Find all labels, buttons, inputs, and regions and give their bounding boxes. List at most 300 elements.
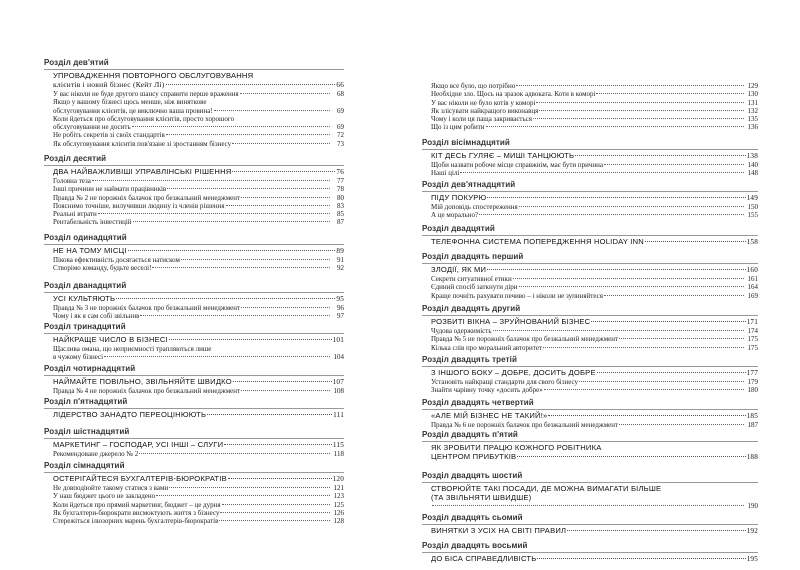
chapter-title-text: ЦЕНТРОМ ПРИБУТКІВ — [431, 452, 517, 461]
toc-entry[interactable] — [44, 387, 344, 395]
dot-leader — [133, 221, 330, 222]
page-number: 174 — [747, 327, 758, 335]
page-number: 129 — [747, 82, 758, 90]
toc-entry[interactable] — [44, 501, 344, 509]
dot-leader — [493, 330, 744, 331]
chapter-title[interactable] — [422, 317, 758, 327]
toc-entry[interactable] — [44, 509, 344, 517]
page-number: 123 — [333, 492, 344, 501]
chapter-title[interactable] — [44, 474, 344, 484]
page-number: 66 — [336, 81, 344, 89]
toc-entry[interactable] — [44, 218, 344, 226]
chapter-rule — [422, 552, 758, 553]
toc-entry-text: Чудова одержимість — [431, 327, 492, 335]
chapter-title[interactable] — [44, 246, 344, 256]
page-number: 101 — [332, 336, 344, 344]
toc-entry-text: Єдиний спосіб заткнути діри — [431, 283, 518, 292]
toc-entry-text: Кілька слів про моральний авторитет — [431, 343, 542, 352]
chapter-title[interactable] — [44, 71, 344, 80]
toc-entry[interactable] — [44, 140, 344, 148]
dot-leader — [537, 558, 745, 559]
toc-section — [44, 364, 344, 395]
chapter-title-text: РОЗБИТІ ВІКНА – ЗРУЙНОВАНИЙ БІЗНЕС — [431, 317, 591, 326]
chapter-heading: Розділ чотирнадцятий — [44, 364, 136, 373]
chapter-rule — [44, 408, 344, 409]
dot-leader — [156, 495, 330, 496]
toc-entry-text: Не довподіюйте такому статися з вами — [53, 484, 169, 492]
toc-entry-text: Чому і коли ця паща закривається — [431, 115, 532, 124]
chapter-title-text: ОСТЕРІГАЙТЕСЯ БУХГАЛТЕРІВ-БЮРОКРАТІВ — [53, 474, 227, 483]
toc-section — [422, 430, 758, 462]
toc-entry[interactable] — [44, 131, 344, 139]
page-number: 69 — [337, 123, 344, 132]
chapter-heading: Розділ п'ятнадцятий — [44, 397, 128, 406]
dot-leader — [597, 372, 746, 373]
dot-leader — [241, 197, 330, 198]
toc-entry[interactable] — [44, 450, 344, 458]
toc-entry-text: Стережіться ілюзорних марень бухгалтерів-бюрократів — [53, 517, 219, 526]
page-number: 185 — [746, 412, 758, 420]
page-number: 171 — [746, 318, 758, 326]
dot-leader — [152, 267, 330, 268]
toc-section — [422, 82, 758, 132]
toc-entry[interactable] — [422, 344, 758, 352]
chapter-title[interactable] — [422, 237, 758, 247]
toc-entry[interactable] — [44, 304, 344, 312]
toc-entry[interactable] — [44, 517, 344, 525]
toc-entry[interactable] — [44, 98, 344, 106]
chapter-rule — [422, 409, 758, 410]
page-number: 164 — [747, 283, 758, 292]
chapter-title[interactable] — [44, 167, 344, 177]
page-number: 195 — [746, 555, 758, 563]
dot-leader — [432, 505, 744, 506]
chapter-title-text: ДВА НАЙВАЖЛИВІШІ УПРАВЛІНСЬКІ РІШЕННЯ — [53, 167, 232, 176]
dot-leader — [513, 278, 744, 279]
chapter-title[interactable] — [422, 193, 758, 203]
dot-leader — [241, 307, 330, 308]
toc-entry[interactable] — [44, 107, 344, 115]
toc-entry[interactable] — [422, 283, 758, 291]
chapter-title[interactable] — [44, 377, 344, 387]
dot-leader — [116, 298, 335, 299]
dot-leader — [591, 321, 745, 322]
toc-entry[interactable] — [44, 210, 344, 218]
toc-entry-text: Мій доповідь спостереження — [431, 203, 518, 211]
chapter-title[interactable] — [44, 440, 344, 450]
page-number: 97 — [337, 312, 344, 321]
page-number: 169 — [747, 291, 758, 300]
chapter-title-text: «АЛЕ МІЙ БІЗНЕС НЕ ТАКИЙ!» — [431, 411, 548, 420]
page-number: 149 — [746, 194, 758, 202]
page-number: 130 — [747, 90, 758, 99]
toc-entry-text: Правда № 3 не порожніх балачок про безжальний менеджмент — [53, 304, 241, 312]
page-number: 135 — [747, 115, 758, 124]
toc-section — [44, 233, 344, 273]
dot-leader — [98, 213, 330, 214]
chapter-title-text: НАЙКРАЩЕ ЧИСЛО В БІЗНЕСІ — [53, 335, 168, 344]
dot-leader — [233, 381, 332, 382]
toc-entry-text: Знайти чарівну точку «досить добре» — [431, 386, 543, 395]
page-number: 108 — [333, 387, 344, 395]
chapter-rule — [422, 366, 758, 367]
toc-section — [44, 154, 344, 227]
page-number: 68 — [337, 90, 344, 98]
toc-entry-text: Щаслива омана, що неприємності трапляються лише — [53, 345, 212, 353]
page-number: 69 — [337, 106, 344, 115]
chapter-title-text: ТЕЛЕФОННА СИСТЕМА ПОПЕРЕДЖЕННЯ HOLIDAY INN — [431, 237, 644, 246]
toc-entry[interactable] — [44, 264, 344, 272]
toc-section — [422, 355, 758, 395]
dot-leader — [579, 381, 744, 382]
page-number: 125 — [333, 500, 344, 509]
page-number: 73 — [337, 139, 344, 148]
dot-leader — [543, 347, 744, 348]
toc-entry[interactable] — [422, 502, 758, 510]
dot-leader — [166, 134, 330, 135]
toc-entry[interactable] — [44, 484, 344, 492]
page-number: 85 — [337, 210, 344, 219]
toc-entry[interactable] — [422, 203, 758, 211]
toc-entry[interactable] — [422, 99, 758, 107]
dot-leader — [479, 214, 744, 215]
toc-section — [44, 58, 344, 148]
dot-leader — [487, 197, 745, 198]
chapter-title-text: УПРОВАДЖЕННЯ ПОВТОРНОГО ОБСЛУГОВУВАННЯ — [53, 71, 254, 80]
chapter-rule — [422, 235, 758, 236]
toc-entry[interactable] — [422, 275, 758, 283]
page-number: 190 — [747, 502, 758, 510]
toc-entry-text: Необхідне зло. Щось на зразок адвоката. Коти в коморі — [431, 90, 596, 99]
toc-entry-text: Як бухгалтери-бюрократи висмоктують життя з бізнесу — [53, 508, 220, 517]
dot-leader — [207, 414, 332, 415]
chapter-title[interactable] — [422, 493, 758, 502]
chapter-rule — [422, 191, 758, 192]
dot-leader — [139, 453, 330, 454]
dot-leader — [220, 512, 330, 513]
toc-entry[interactable] — [44, 123, 344, 131]
toc-entry[interactable] — [422, 327, 758, 335]
page-number: 126 — [333, 508, 344, 517]
dot-leader — [619, 338, 744, 339]
page-number: 91 — [337, 256, 344, 264]
page-number: 136 — [747, 123, 758, 132]
chapter-heading: Розділ сімнадцятий — [44, 461, 125, 470]
toc-entry-text: Правда № 5 не порожніх балачок про безжальний менеджмент — [431, 335, 619, 344]
chapter-title-text: ПІДУ ПОКУРЮ — [431, 193, 487, 202]
chapter-title-text: З ІНШОГО БОКУ – ДОБРЕ, ДОСИТЬ ДОБРЕ — [431, 368, 596, 377]
toc-entry[interactable] — [44, 312, 344, 320]
dot-leader — [517, 456, 745, 457]
dot-leader — [619, 424, 744, 425]
page-number: 179 — [747, 378, 758, 386]
chapter-heading: Розділ десятий — [44, 154, 107, 163]
dot-leader — [166, 84, 336, 85]
page-number: 180 — [747, 386, 758, 395]
chapter-title[interactable] — [422, 443, 758, 452]
toc-entry[interactable] — [44, 256, 344, 264]
toc-entry[interactable] — [422, 123, 758, 131]
toc-section — [422, 513, 758, 536]
chapter-title-text: (ТА ЗВІЛЬНЯТИ ШВИДШЕ) — [431, 493, 532, 502]
toc-entry-text: Головна теза — [53, 177, 91, 185]
toc-entry[interactable] — [44, 492, 344, 500]
toc-entry[interactable] — [422, 107, 758, 115]
chapter-title[interactable] — [44, 335, 344, 345]
chapter-heading: Розділ дев'ятнадцятий — [422, 180, 516, 189]
toc-entry[interactable] — [44, 194, 344, 202]
dot-leader — [140, 315, 330, 316]
chapter-heading: Розділ двадцятий — [422, 224, 495, 233]
toc-entry-text: У вас ніколи не було котів у коморі — [431, 98, 536, 107]
dot-leader — [604, 164, 744, 165]
dot-leader — [519, 286, 744, 287]
dot-leader — [104, 356, 330, 357]
chapter-heading: Розділ двадцять сьомий — [422, 513, 523, 522]
toc-entry[interactable] — [422, 169, 758, 177]
toc-entry[interactable] — [44, 353, 344, 361]
page-number: 78 — [337, 185, 344, 194]
chapter-title-text: ЛІДЕРСТВО ЗАНАДТО ПЕРЕОЦІНЮЮТЬ — [53, 410, 207, 419]
toc-entry[interactable] — [44, 90, 344, 98]
page-number: 140 — [747, 161, 758, 169]
dot-leader — [169, 487, 330, 488]
toc-entry-text: Щоби назвати робоче місце справжнім, має бути причина — [431, 161, 603, 169]
toc-entry[interactable] — [422, 115, 758, 123]
page-number: 121 — [333, 484, 344, 492]
toc-entry-text: Пояснимо точніше, вилучивши людину із членів рішення — [53, 201, 225, 210]
toc-section — [44, 281, 344, 321]
dot-leader — [232, 143, 330, 144]
chapter-rule — [44, 244, 344, 245]
page-number: 148 — [747, 169, 758, 178]
toc-entry[interactable] — [44, 177, 344, 185]
chapter-rule — [422, 441, 758, 442]
chapter-title[interactable] — [422, 411, 758, 421]
toc-entry-text: Реальні втрати — [53, 210, 97, 219]
dot-leader — [214, 110, 330, 111]
chapter-heading: Розділ шістнадцятий — [44, 427, 130, 436]
chapter-rule — [422, 524, 758, 525]
dot-leader — [567, 530, 745, 531]
chapter-title[interactable] — [422, 526, 758, 536]
toc-entry-text: Чому і як я сам собі звільнив — [53, 312, 140, 321]
chapter-rule — [44, 165, 344, 166]
dot-leader — [222, 504, 330, 505]
toc-entry-text: Якщо все було, що потрібно — [431, 82, 516, 90]
toc-section — [44, 322, 344, 362]
page-number: 188 — [746, 453, 758, 461]
page-number: 161 — [747, 275, 758, 283]
dot-leader — [241, 390, 330, 391]
dot-leader — [533, 118, 744, 119]
dot-leader — [516, 85, 744, 86]
chapter-heading: Розділ двадцять четвертий — [422, 398, 534, 407]
toc-entry[interactable] — [422, 386, 758, 394]
page-number: 132 — [747, 106, 758, 115]
dot-leader — [132, 126, 330, 127]
chapter-title-text: КІТ ДЕСЬ ГУЛЯЄ – МИШІ ТАНЦЮЮТЬ — [431, 151, 575, 160]
page-number: 89 — [336, 247, 344, 255]
chapter-heading: Розділ тринадцятий — [44, 322, 126, 331]
chapter-title[interactable] — [422, 484, 758, 493]
page-number: 120 — [332, 475, 344, 483]
dot-leader — [224, 444, 332, 445]
chapter-heading: Розділ вісімнадцятий — [422, 138, 510, 147]
chapter-heading: Розділ одинадцятий — [44, 233, 127, 242]
chapter-rule — [44, 472, 344, 473]
toc-entry-text: Секрети ситуативної етики — [431, 275, 512, 283]
chapter-rule — [44, 375, 344, 376]
chapter-heading: Розділ двадцять восьмий — [422, 541, 528, 550]
chapter-title[interactable] — [422, 151, 758, 161]
dot-leader — [519, 206, 744, 207]
dot-leader — [169, 339, 332, 340]
chapter-rule — [44, 69, 344, 70]
chapter-heading: Розділ двадцять другий — [422, 304, 521, 313]
page-number: 77 — [337, 177, 344, 185]
toc-section — [44, 397, 344, 420]
page-number: 175 — [747, 335, 758, 344]
toc-entry-text: Краще почніть рахувати печиво – і ніколи не зупиняйтеся — [431, 291, 603, 300]
toc-entry[interactable] — [422, 82, 758, 90]
toc-entry-text: обслуговування не досить — [53, 123, 131, 132]
page-number: 76 — [336, 168, 344, 176]
chapter-title-text: НЕ НА ТОМУ МІСЦІ — [53, 246, 127, 255]
toc-entry[interactable] — [422, 378, 758, 386]
toc-section — [422, 224, 758, 247]
page-number: 111 — [333, 411, 344, 419]
dot-leader — [544, 389, 744, 390]
chapter-title[interactable] — [44, 294, 344, 304]
toc-entry-text: Як обслуговування клієнтів пов'язане зі зростанням бізнесу — [53, 139, 232, 148]
page-number: 150 — [747, 203, 758, 211]
toc-section — [422, 471, 758, 510]
dot-leader — [645, 241, 746, 242]
page-number: 95 — [336, 295, 344, 303]
toc-entry-text: Правда № 6 не порожніх балачок про безжальний менеджмент — [431, 421, 619, 429]
dot-leader — [536, 102, 744, 103]
chapter-title[interactable] — [44, 80, 344, 90]
page-number: 92 — [337, 264, 344, 273]
toc-entry[interactable] — [422, 292, 758, 300]
dot-leader — [539, 110, 744, 111]
dot-leader — [232, 171, 335, 172]
toc-entry-text: Інші причини не наймати працівників — [53, 185, 167, 194]
toc-entry-text: Правда № 4 не порожніх балачок про безжальний менеджмент — [53, 387, 241, 395]
chapter-rule — [44, 438, 344, 439]
page-number: 160 — [746, 266, 758, 274]
dot-leader — [548, 415, 745, 416]
dot-leader — [128, 250, 336, 251]
page-number: 104 — [333, 353, 344, 362]
dot-leader — [219, 520, 330, 521]
chapter-heading: Розділ двадцять третій — [422, 355, 517, 364]
page-number: 131 — [747, 98, 758, 107]
chapter-title-text: СТВОРЮЙТЕ ТАКІ ПОСАДИ, ДЕ МОЖНА ВИМАГАТИ БІЛЬШЕ — [431, 484, 662, 493]
chapter-rule — [422, 263, 758, 264]
toc-entry[interactable] — [422, 211, 758, 219]
toc-entry-text: Установіть найкращі стандарти для свого бізнесу — [431, 378, 579, 386]
page-number: 80 — [337, 193, 344, 202]
toc-entry-text: Створімо команду, будьте веселі! — [53, 264, 152, 273]
toc-section — [422, 541, 758, 564]
chapter-title-text: ЯК ЗРОБИТИ ПРАЦЮ КОЖНОГО РОБІТНИКА — [431, 443, 602, 452]
chapter-heading: Розділ двадцять шостий — [422, 471, 523, 480]
dot-leader — [460, 172, 744, 173]
dot-leader — [226, 205, 330, 206]
toc-section — [422, 252, 758, 300]
page-number: 72 — [337, 131, 344, 140]
toc-entry-text: Коли йдеться про обслуговування клієнтів, просто хорошого — [53, 114, 235, 123]
toc-entry-text: Коли йдеться про прямий маркетинг, бюджет – це дурня — [53, 500, 221, 509]
chapter-heading: Розділ дев'ятий — [44, 58, 109, 67]
toc-entry[interactable] — [422, 335, 758, 343]
dot-leader — [604, 295, 744, 296]
page-number: 87 — [337, 218, 344, 227]
chapter-title[interactable] — [422, 452, 758, 462]
toc-section — [422, 138, 758, 178]
chapter-heading: Розділ двадцять перший — [422, 252, 524, 261]
dot-leader — [92, 180, 330, 181]
toc-entry-text: в чужому бізнесі — [53, 353, 104, 362]
dot-leader — [167, 188, 330, 189]
toc-entry[interactable] — [44, 185, 344, 193]
chapter-title[interactable] — [422, 554, 758, 564]
toc-entry-text: обслуговування клієнтів, це виключно ваша провина! — [53, 106, 213, 115]
toc-entry[interactable] — [44, 345, 344, 353]
page-number: 96 — [337, 304, 344, 312]
toc-section — [44, 461, 344, 525]
toc-entry[interactable] — [422, 90, 758, 98]
page-number: 115 — [332, 441, 344, 449]
chapter-title-text: клієнтів і новий бізнес (Кейт Лі) — [53, 80, 165, 89]
chapter-title-text: МАРКЕТИНГ – ГОСПОДАР, УСІ ІНШІ – СЛУГИ — [53, 440, 224, 449]
chapter-title-text: НАЙМАЙТЕ ПОВІЛЬНО, ЗВІЛЬНЯЙТЕ ШВИДКО — [53, 377, 232, 386]
chapter-rule — [422, 482, 758, 483]
chapter-title[interactable] — [422, 265, 758, 275]
chapter-rule — [422, 149, 758, 150]
chapter-rule — [44, 333, 344, 334]
dot-leader — [240, 93, 330, 94]
chapter-title[interactable] — [44, 410, 344, 420]
page-number: 138 — [746, 152, 758, 160]
page-number: 187 — [747, 421, 758, 429]
chapter-title-text: УСІ КУЛЬТЯЮТЬ — [53, 294, 116, 303]
toc-entry-text: Рекомендоване джерело № 2 — [53, 450, 139, 458]
chapter-rule — [44, 292, 344, 293]
page-number: 158 — [746, 238, 758, 246]
toc-entry[interactable] — [44, 202, 344, 210]
chapter-title[interactable] — [422, 368, 758, 378]
toc-section — [44, 427, 344, 458]
toc-entry-text: Правда № 2 не порожніх балачок про безжальний менеджмент — [53, 193, 241, 202]
chapter-heading: Розділ двадцять п'ятий — [422, 430, 518, 439]
chapter-heading: Розділ дванадцятий — [44, 281, 127, 290]
dot-leader — [486, 126, 744, 127]
toc-section — [422, 180, 758, 220]
dot-leader — [575, 155, 745, 156]
dot-leader — [181, 259, 330, 260]
chapter-rule — [422, 315, 758, 316]
toc-entry-text: Як злісувати найкращого виконавця — [431, 106, 539, 115]
toc-section — [422, 304, 758, 352]
dot-leader — [487, 269, 745, 270]
toc-entry[interactable] — [44, 115, 344, 123]
toc-entry[interactable] — [422, 421, 758, 429]
toc-entry[interactable] — [422, 161, 758, 169]
page-number: 192 — [746, 527, 758, 535]
